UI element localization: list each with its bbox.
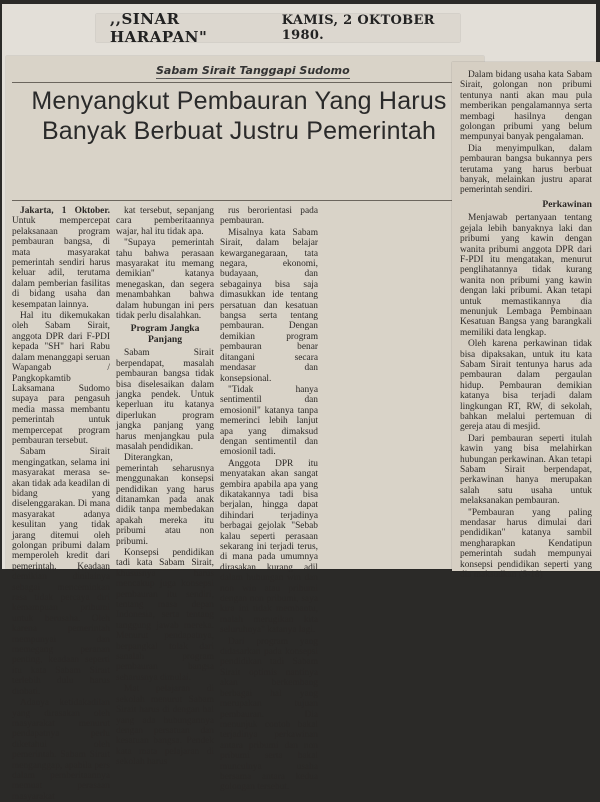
newspaper-masthead xyxy=(96,10,460,46)
paragraph-text: Oleh karena perkawinan tidak bisa dipaksakan, untuk itu kata Sabam Sirait tentunya harus ada pembauran dalam pergaulan hidup. Pembauran demikian katanya bisa terjadi dalam lingkungan RT, RW, di sekolah, bahkan melalui pertemuan di gereja atau di mesjid. xyxy=(460,339,592,433)
paragraph xyxy=(220,637,318,793)
paragraph-text: Misalnya kata Sabam Sirait, dalam belajar kewarganegaraan, tata negara, ekonomi, budayaan, dan sebagainya bisa saja dimasukkan ide tentang persatuan dan kesatuan bangsa serta tentang pembauran. Dengan demikian program pembauran benar ditangani secara mendasar dan konsepsional. xyxy=(220,227,318,384)
paragraph xyxy=(220,385,318,458)
paragraph-text: Diterangkan, pemerintah seharusnya menggunakan konsepsi pendidikan yang harus ditanamkan pada anak didik tanpa membedakan apakah mereka itu pribumi atau non pribumi. xyxy=(116,453,214,547)
paragraph-text: Menjawab pertanyaan tentang gejala lebih banyaknya laki dan pribumi yang kawin dengan wanita pribumi anggota DPR dari F-PDI itu mengatakan, menurut penglihatannya tidak kurang wanita non pribumi yang kawin dengan laki pribumi. Akan tetapi untuk memastikannya dia menunjuk Lembaga Pembinaan Kesatuan Bangsa yang barangkali memiliki data lengkap. xyxy=(460,213,592,338)
paragraph-text: Konsepsi pendidikan tadi kata Sabam Sirait, khususnya harus mencakup juga konsepsi pembauran itu sendiri, tentang masa depan Indonesia, serta tentang tanggung jawab mereka. Menurut pendapatnya, berpangkal tolak dari sanalah program pembauran bangsa seharusnya dimulai. xyxy=(116,548,214,683)
paragraph-text: Adanya ketidakadilan yang dirasakan oleh masyarakat menurut pendapatnya perlu diketahui oleh pemerintah. Sabam Sirait menganggap, apabila pers dalam pemberitaannya memuat perasaan masyarakat xyxy=(12,698,110,802)
headline-rule xyxy=(12,200,472,201)
paragraph-text: Anggota DPR itu menyatakan akan sangat gembira apabila apa yang dikatakannya tadi bisa berjalan, hingga dapat dihindari terjadinya berbagai gejolak "Sebab kalau seperti perasaan sekarang ini terjadi terus, di mana pada umumnya dirasakan kurang adil dalam hubungan win dan non win atau pribumi dengan non pribumi, saya kira ini tidak membantu, malah merugikan kita seluruhnya" katanya lagi. xyxy=(220,458,318,636)
paragraph-text: "Supaya pemerintah tahu bahwa perasaan masyarakat itu memang demikian" katanya menegaskan, dan segera menambahkan bahwa dalam hubungan ini pers tidak perlu disalahkan. xyxy=(116,238,214,322)
article-clipping xyxy=(6,56,484,802)
article-kicker: Sabam Sirait Tanggapi Sudomo xyxy=(156,64,350,77)
paragraph-text: Dia menyimpulkan, dalam pembauran bangsa bukannya pers terutama yang harus berbuat banyak, melainkan justru aparat pemerintah sendiri. xyxy=(460,143,592,196)
paragraph xyxy=(12,447,110,697)
paragraph xyxy=(220,206,318,227)
paragraph xyxy=(460,144,592,196)
top-rule xyxy=(12,82,472,83)
article-column-2 xyxy=(116,206,214,768)
continuation-clipping xyxy=(452,62,600,581)
paragraph-text: Dari program yang didasarkan pada konsepsi pendidikan tadi Sabam Sirait optimis nantinya akan berkembang berbagai hal yang merupakan tujuan pembauran. Dia menunjuk contoh bakal terjadinya perkawinan antara pribumi dan non pribumi serta bakal munculnya usaha bersama antara kedua golongan tersebut. xyxy=(220,636,318,793)
article-column-4 xyxy=(460,70,592,581)
newspaper-name: ,,SINAR HARAPAN" xyxy=(110,10,208,46)
paragraph xyxy=(116,348,214,452)
paragraph-text: "Pembauran yang paling mendasar harus dimulai dari pendidikan" katanya sambil mengharapkan Kendatipun pemerintah sudah mempunyai konsepsi pendidikan seperti yang dia maksudkan (S-18) xyxy=(460,507,592,581)
paragraph-text: Sabam Sirait mengingatkan, selama ini masyarakat merasa se-akan tidak ada keadilan di bidang yang diselenggarakan. Di mana masyarakat adanya kesulitan yang tidak jarang ditemui oleh golongan pribumi dalam memperoleh kredit dari pemerintah. Keadaan demikian dinilainya sebagai menceminkan rasa tidak percaya diri kemampuan pribumi untuk berusaha. Oleh karena pemerintah mempunyai dan memegang peranan penting, keadaan seperti itu kata Sabam Sirait terlebih dulu harus diobati. xyxy=(12,447,110,697)
paragraph xyxy=(116,238,214,321)
paragraph-text: Sabam Sirait berpendapat, masalah pembauran bangsa tidak bisa diselesaikan dalam jangka pendek. Untuk keperluan itu katanya diperlukan program jangka panjang yang harus menjangkau pula masalah pendidikan. xyxy=(116,348,214,452)
paragraph xyxy=(116,453,214,547)
paragraph-text: Mat pelajaran di sekolah menurut Sabam Sirait harus di dengan hal yang ada hubungannya dengan persatuan dan kesatuan bangsa. Pendek kata mata pelajaran di sekolah harus xyxy=(116,684,214,768)
article-column-1 xyxy=(12,206,110,802)
subheading: Perkawinan xyxy=(542,198,592,210)
paragraph-text: Untuk mempercepat pelaksanaan program pembauran bangsa, di mata masyarakat pemerintah sendiri harus keluar adil, terutama dalam pemberian fasilitas di bidang usaha dan kesempatan lainnya. xyxy=(12,216,110,310)
paragraph xyxy=(220,228,318,384)
dateline: Jakarta, 1 Oktober. xyxy=(20,206,110,216)
paragraph-text: rus berorientasi pada pembauran. xyxy=(220,206,318,227)
paragraph-text: Dari pembauran seperti itulah kawin yang bisa melahirkan hubungan perkawinan. Akan tetapi Sabam Sirait berpendapat, perkawinan hanya merupakan salah satu usaha untuk melaksanakan pembauran. xyxy=(460,433,592,507)
paragraph xyxy=(12,206,110,310)
paragraph-text: Dalam bidang usaha kata Sabam Sirait, golongan non pribumi tentunya nanti akan mau pula memberikan pengalamannya serta membagi hasilnya dengan golongan pribumi yang belum mempunyai banyak pengalaman. xyxy=(460,70,592,143)
paragraph xyxy=(460,213,592,338)
article-column-3 xyxy=(220,206,318,793)
paragraph xyxy=(116,206,214,237)
paragraph xyxy=(460,339,592,433)
paragraph xyxy=(460,508,592,581)
subheading: Program Jangka Panjang xyxy=(130,323,200,345)
paragraph-text: kat tersebut, sepanjang cara pemberitaannya wajar, hal itu tidak apa. xyxy=(116,206,214,237)
paragraph xyxy=(12,311,110,446)
paragraph-text: Hal itu dikemukakan oleh Sabam Sirait, anggota DPR dari F-PDI kepada "SH" hari Rabu dalam menanggapi seruan Wapangab / Pangkopkamtib Laksamana Sudomo supaya para pengasuh media massa membantu pemerintah untuk mempercepat program pembauran tersebut. xyxy=(12,311,110,446)
article-headline: Menyangkut Pembauran Yang Harus Banyak Berbuat Justru Pemerintah xyxy=(31,87,447,145)
publication-date: KAMIS, 2 OKTOBER 1980. xyxy=(281,13,435,43)
paragraph xyxy=(116,684,214,767)
paragraph xyxy=(460,434,592,507)
paragraph xyxy=(220,459,318,636)
paragraph xyxy=(12,698,110,802)
paragraph xyxy=(116,548,214,683)
paragraph xyxy=(460,70,592,143)
paragraph-text: "Tidak hanya sentimentil dan emosionil" katanya tanpa memerinci lebih lanjut apa yang dimaksud dengan sentimentil dan emosionil tadi. xyxy=(220,384,318,458)
